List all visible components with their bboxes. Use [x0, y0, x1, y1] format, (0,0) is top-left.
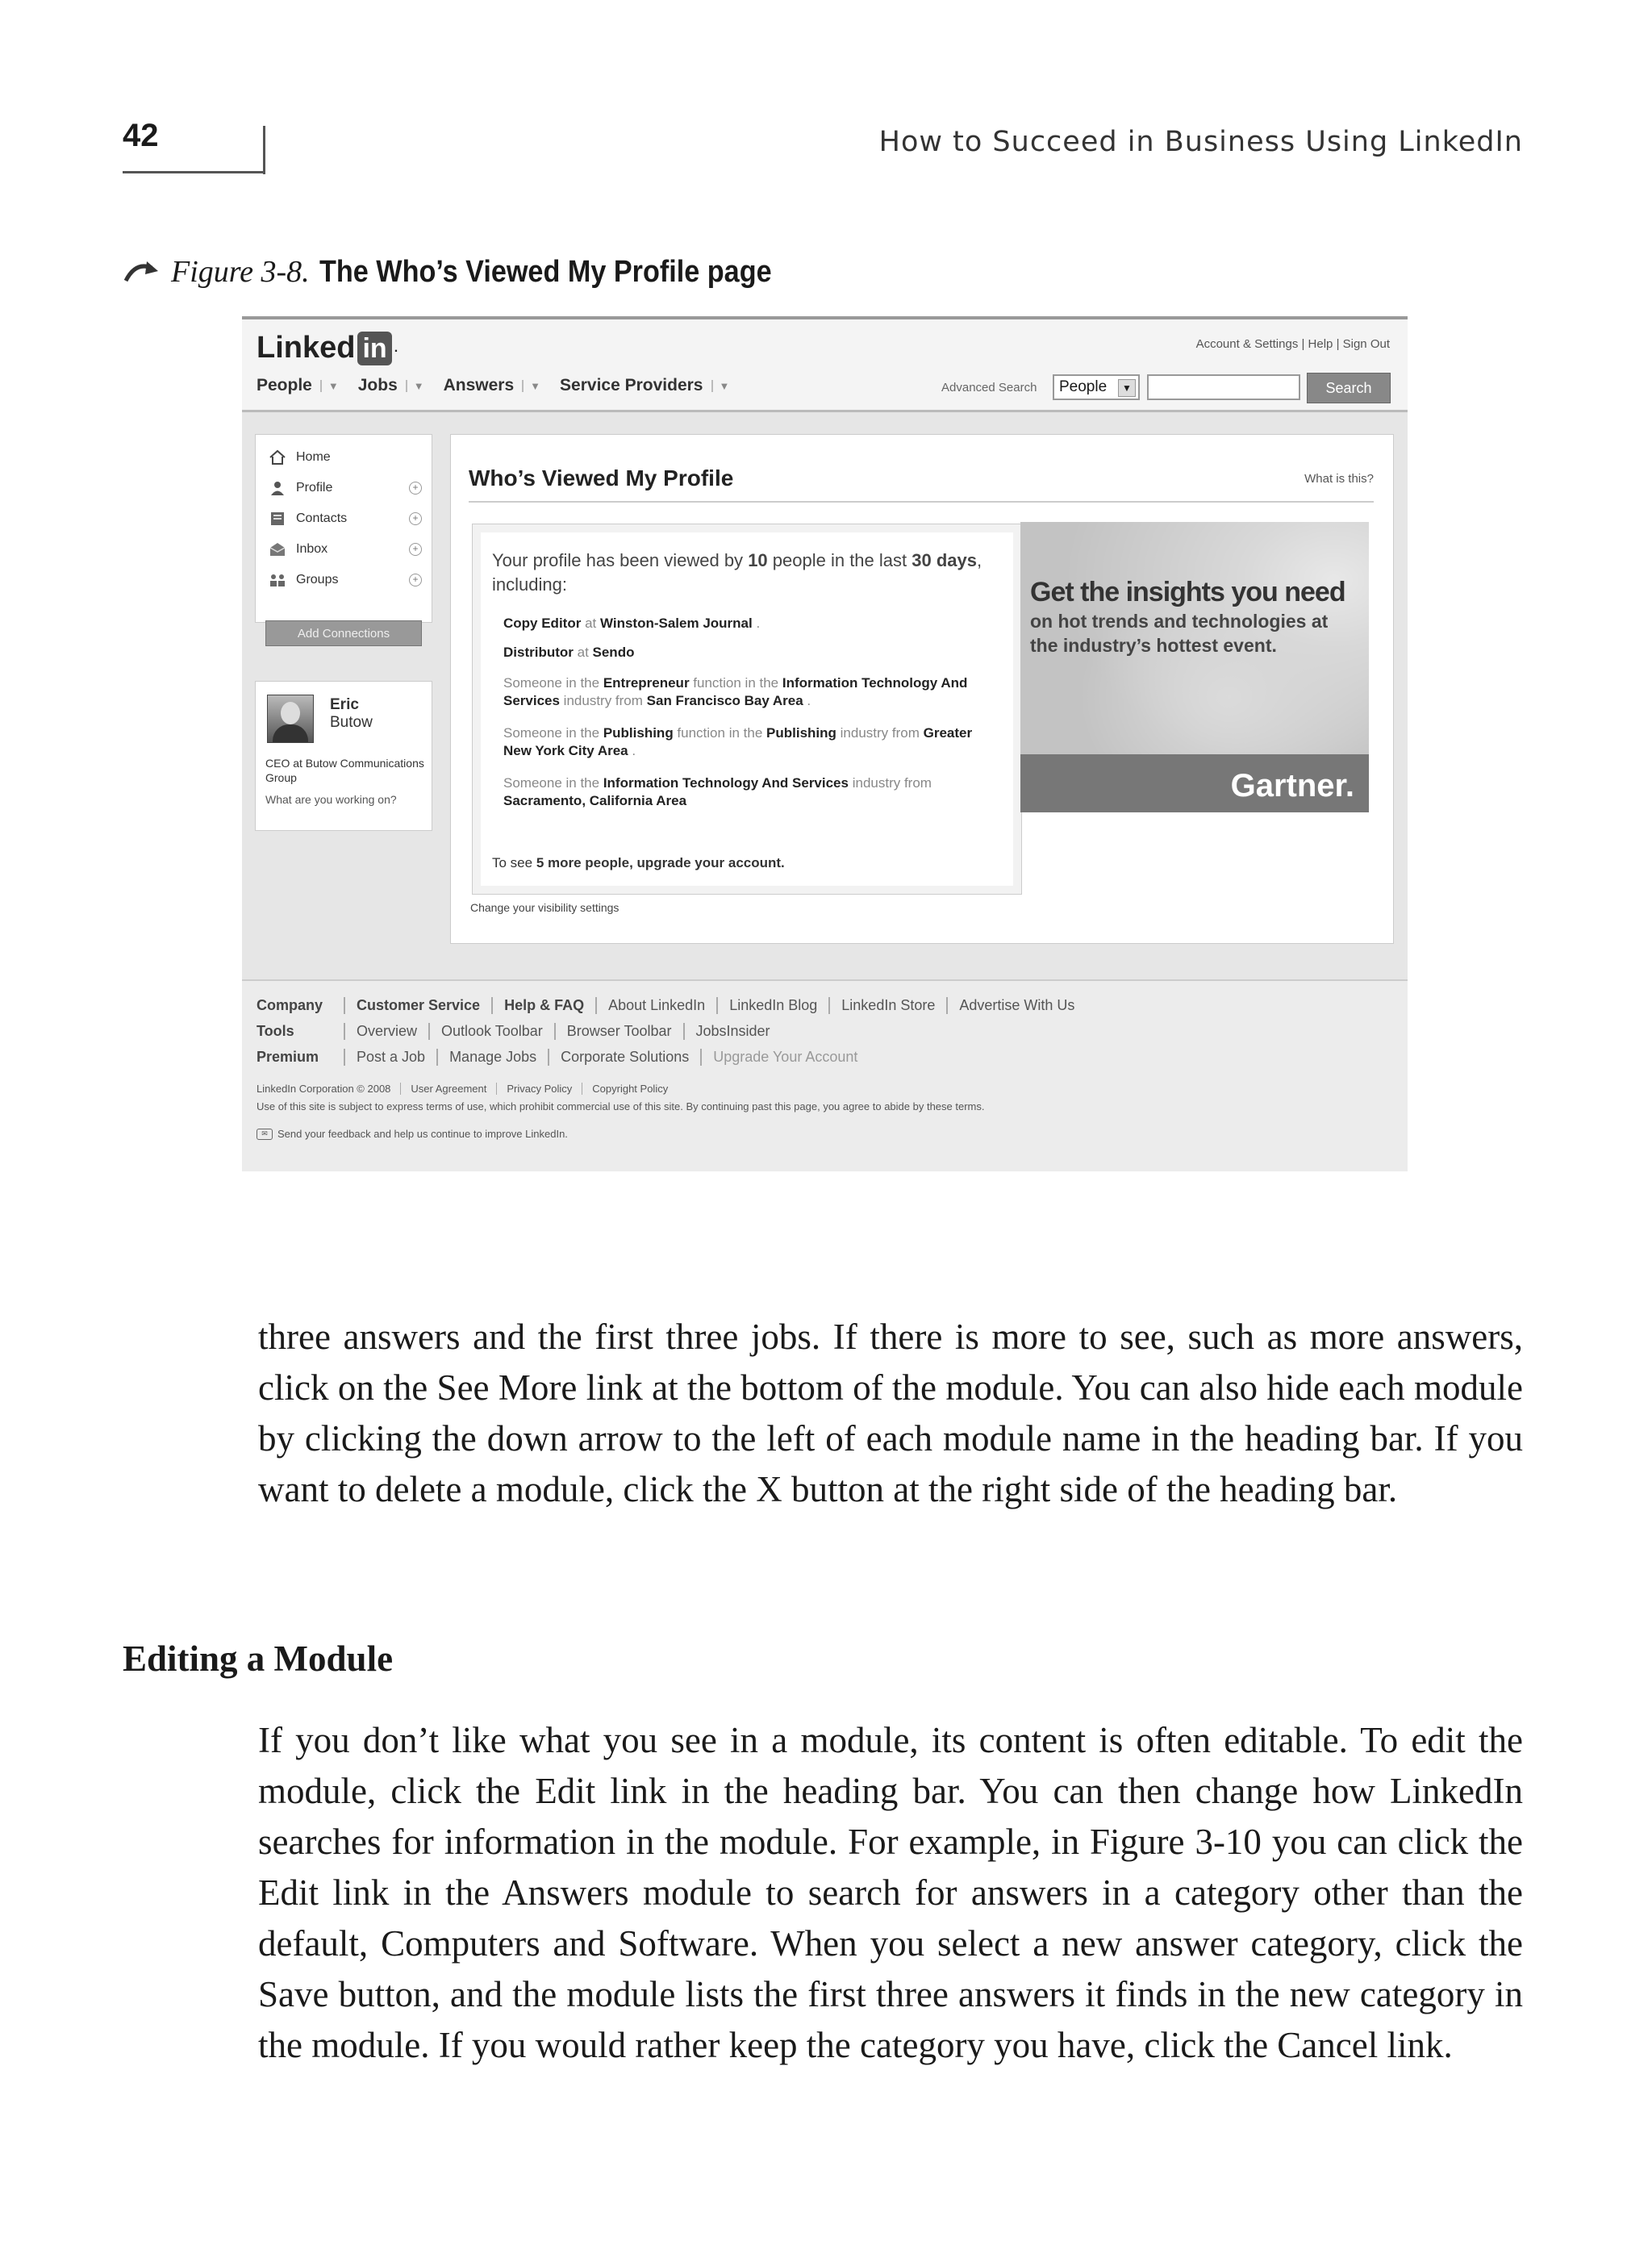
upgrade-text: To see — [492, 855, 536, 870]
main-panel — [450, 434, 1394, 944]
expand-icon[interactable]: + — [409, 543, 422, 556]
nav-answers-label: Answers — [443, 376, 515, 394]
intro-text: Your profile has been viewed by — [492, 550, 749, 570]
figure-caption — [123, 254, 822, 290]
intro-text: , including: — [492, 550, 982, 595]
legal-link[interactable]: Privacy Policy — [496, 1083, 582, 1095]
viewer-role: Distributor — [503, 645, 574, 660]
footer-link[interactable]: LinkedIn Store — [828, 997, 946, 1014]
inbox-icon — [269, 541, 286, 557]
viewer-industry: Information Technology And Services — [603, 775, 849, 791]
viewer-industry: Publishing — [766, 725, 836, 741]
legal-links — [257, 1083, 678, 1095]
nav-jobs[interactable] — [358, 376, 424, 395]
what-is-this-link[interactable]: What is this? — [1304, 472, 1374, 486]
viewer-industry: Information Technology And Services — [503, 675, 968, 708]
list-item[interactable] — [503, 724, 1003, 760]
logo-mark: . — [394, 340, 398, 355]
nav-people[interactable] — [257, 376, 339, 395]
terms-text: Use of this site is subject to express terms of use, which prohibit commercial use of this site. By continuing past this page, you agree to abide by these terms. — [257, 1100, 985, 1112]
footer-link[interactable]: Advertise With Us — [946, 997, 1086, 1014]
ad-headline: Get the insights you need — [1030, 577, 1345, 607]
list-item[interactable] — [503, 774, 1003, 810]
avatar[interactable] — [267, 695, 314, 743]
chevron-down-icon[interactable]: ▼ — [522, 380, 540, 392]
connector: Someone in the — [503, 675, 603, 691]
connector: industry from — [836, 725, 924, 741]
viewer-function: Publishing — [603, 725, 674, 741]
view-period: 30 days — [912, 550, 977, 570]
viewers-box — [472, 524, 1022, 895]
person-icon — [269, 480, 286, 496]
footer-row-label: Company — [257, 997, 323, 1013]
chevron-down-icon[interactable]: ▼ — [320, 380, 339, 392]
ad-subtext: on hot trends and technologies at the industry’s hottest event. — [1030, 611, 1329, 656]
main-nav — [257, 376, 749, 395]
sidebar-item-home[interactable] — [269, 449, 422, 465]
connector: function in the — [673, 725, 767, 741]
sidebar — [255, 434, 432, 641]
sidebar-item-label: Contacts — [296, 511, 348, 525]
footer-link[interactable]: Corporate Solutions — [548, 1049, 700, 1066]
chevron-down-icon: ▼ — [1118, 379, 1136, 397]
site-footer — [242, 979, 1408, 1171]
upgrade-text-strong: 5 more people, upgrade your account. — [536, 855, 785, 870]
footer-link[interactable]: Upgrade Your Account — [700, 1049, 869, 1066]
contacts-icon — [269, 511, 286, 527]
expand-icon[interactable]: + — [409, 512, 422, 525]
viewer-location: San Francisco Bay Area — [646, 693, 803, 708]
feedback-link[interactable] — [257, 1128, 568, 1140]
page-number-rule-vertical — [263, 126, 265, 174]
section-heading: Editing a Module — [123, 1638, 394, 1679]
search-type-value: People — [1059, 378, 1108, 395]
nav-service-providers[interactable] — [560, 376, 729, 395]
connector: . — [628, 743, 636, 758]
footer-link[interactable]: Outlook Toolbar — [428, 1023, 554, 1040]
connector: Someone in the — [503, 775, 603, 791]
search-type-select[interactable] — [1053, 374, 1140, 400]
search-button[interactable]: Search — [1307, 373, 1391, 403]
add-connections-button[interactable]: Add Connections — [265, 620, 422, 646]
working-on-link[interactable]: What are you working on? — [265, 793, 397, 806]
running-head: How to Succeed in Business Using LinkedIn — [878, 126, 1523, 158]
nav-jobs-label: Jobs — [357, 376, 398, 394]
profile-first-name[interactable]: Eric — [330, 696, 359, 713]
body-paragraph: If you don’t like what you see in a module, its content is often editable. To edit the module, click the Edit link in the heading bar. You can then change how LinkedIn searches for information in the module. For example, in Figure 3-10 you can click the Edit link in the Answers module to search for answers in a category other than the default, Computers and Software. When you select a new answer category, click the Save button, and the module lists the first three answers it finds in the new category in the module. If you would rather keep the category you have, click the Cancel link. — [258, 1720, 1523, 2065]
logo-text: Linked — [257, 331, 356, 365]
sidebar-item-groups[interactable] — [269, 572, 422, 588]
chevron-down-icon[interactable]: ▼ — [406, 380, 424, 392]
footer-link[interactable]: Overview — [344, 1023, 428, 1040]
advanced-search-link[interactable]: Advanced Search — [941, 381, 1037, 394]
figure-label: Figure 3-8. — [171, 255, 310, 289]
connector: at — [581, 616, 600, 631]
connector: . — [803, 693, 811, 708]
legal-link[interactable]: Copyright Policy — [582, 1083, 678, 1095]
footer-link[interactable]: JobsInsider — [683, 1023, 782, 1040]
footer-link[interactable]: Customer Service — [344, 997, 491, 1014]
nav-people-label: People — [257, 376, 312, 394]
nav-service-providers-label: Service Providers — [560, 376, 703, 394]
linkedin-logo[interactable] — [257, 331, 398, 365]
site-header — [242, 319, 1408, 412]
body-paragraph: three answers and the first three jobs. If there is more to see, such as more answers, click on the See More link at the bottom of the module. You can also hide each module by clicking the down arrow to the left of each module name in the heading bar. If you want to delete a module, click the X button at the right side of the heading bar. — [258, 1317, 1523, 1509]
list-item[interactable] — [503, 674, 1003, 710]
footer-link[interactable]: Manage Jobs — [436, 1049, 548, 1066]
connector: industry from — [559, 693, 647, 708]
sidebar-item-contacts[interactable] — [269, 511, 422, 527]
footer-row-tools — [257, 1023, 782, 1040]
connector: at — [573, 645, 593, 660]
legal-link[interactable]: User Agreement — [400, 1083, 496, 1095]
list-item[interactable] — [503, 644, 1003, 662]
viewer-location: Sacramento, California Area — [503, 793, 687, 808]
chevron-down-icon[interactable]: ▼ — [711, 380, 730, 392]
ad-banner[interactable] — [1020, 522, 1369, 812]
upgrade-link[interactable] — [492, 855, 785, 871]
title-divider — [469, 501, 1374, 503]
page-number-rule-horizontal — [123, 171, 265, 173]
footer-link[interactable]: LinkedIn Blog — [716, 997, 828, 1014]
expand-icon[interactable]: + — [409, 574, 422, 586]
page-title: Who’s Viewed My Profile — [469, 465, 734, 490]
connector: Someone in the — [503, 725, 603, 741]
viewer-location: Greater New York City Area — [503, 725, 973, 758]
curved-arrow-icon — [123, 260, 165, 284]
ad-brand: Gartner. — [1230, 768, 1354, 804]
footer-row-company — [257, 997, 1086, 1014]
home-icon — [269, 449, 286, 465]
sidebar-item-profile[interactable] — [269, 480, 422, 496]
expand-icon[interactable]: + — [409, 482, 422, 495]
footer-row-premium — [257, 1049, 869, 1066]
legal-link: LinkedIn Corporation © 2008 — [257, 1083, 391, 1095]
footer-row-label: Premium — [257, 1049, 319, 1065]
visibility-settings-link[interactable]: Change your visibility settings — [470, 901, 620, 914]
viewer-org: Sendo — [592, 645, 635, 660]
viewer-org: Winston-Salem Journal — [599, 616, 753, 631]
nav-answers[interactable] — [444, 376, 540, 395]
list-item[interactable] — [503, 615, 1003, 632]
sidebar-item-label: Profile — [296, 481, 333, 495]
footer-link[interactable]: Post a Job — [344, 1049, 436, 1066]
profile-card — [255, 681, 432, 831]
search-input[interactable] — [1147, 374, 1300, 400]
feedback-text: Send your feedback and help us continue to improve LinkedIn. — [277, 1128, 568, 1140]
view-count: 10 — [748, 550, 768, 570]
footer-row-label: Tools — [257, 1023, 294, 1039]
viewer-role: Copy Editor — [503, 616, 582, 631]
connector: industry from — [848, 775, 932, 791]
footer-link[interactable]: About LinkedIn — [595, 997, 716, 1014]
viewer-function: Entrepreneur — [603, 675, 690, 691]
figure-title: The Who’s Viewed My Profile page — [319, 254, 772, 289]
logo-badge: in — [357, 332, 391, 365]
account-links[interactable]: Account & Settings | Help | Sign Out — [1195, 337, 1390, 351]
page-number: 42 — [123, 118, 159, 153]
feedback-icon: ✉ — [257, 1129, 273, 1140]
profile-title: CEO at Butow Communications Group — [265, 757, 424, 784]
viewers-intro — [492, 549, 992, 597]
profile-last-name[interactable]: Butow — [330, 714, 373, 731]
sidebar-item-inbox[interactable] — [269, 541, 422, 557]
connector: function in the — [689, 675, 782, 691]
intro-text: people in the last — [767, 550, 912, 570]
connector: . — [752, 616, 761, 631]
footer-link[interactable]: Browser Toolbar — [554, 1023, 683, 1040]
sidebar-item-label: Inbox — [296, 542, 328, 556]
sidebar-item-label: Groups — [296, 573, 339, 586]
groups-icon — [269, 572, 286, 588]
sidebar-item-label: Home — [296, 450, 331, 464]
linkedin-screenshot — [242, 316, 1408, 1171]
footer-link[interactable]: Help & FAQ — [491, 997, 595, 1014]
